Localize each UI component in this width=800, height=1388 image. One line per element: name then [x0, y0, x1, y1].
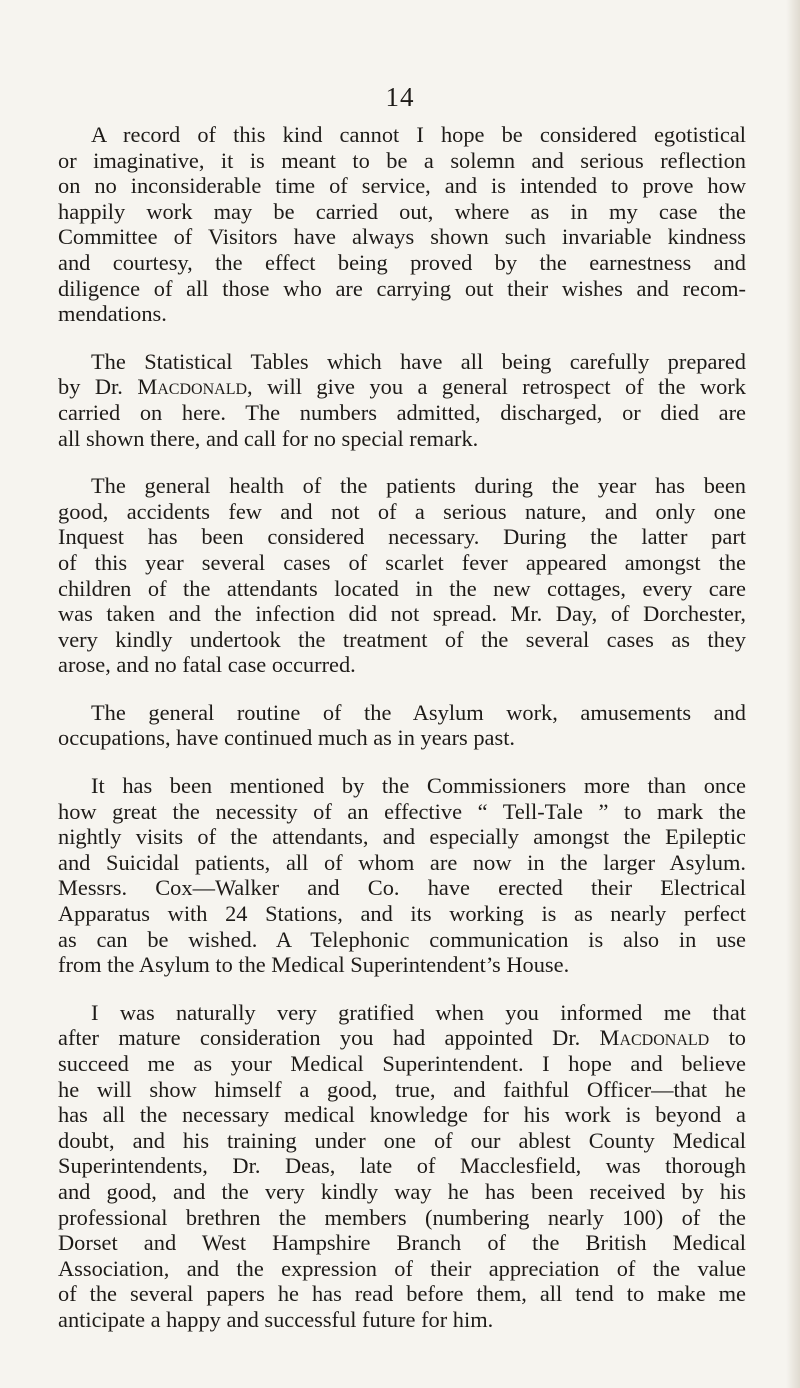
text-line: professional brethren the members (numbering nearly 100) of the	[58, 1204, 746, 1230]
text-line: carried on here. The numbers admitted, discharged, or died are	[58, 399, 746, 425]
name-small-caps: Macdonald	[599, 1025, 710, 1051]
text-line: good, accidents few and not of a serious nature, and only one	[58, 498, 746, 524]
text-line: how great the necessity of an effective “ Tell-Tale ” to mark the	[58, 798, 746, 824]
text-line: happily work may be carried out, where as in my case the	[58, 198, 746, 224]
text-line: Dorset and West Hampshire Branch of the British Medical	[58, 1230, 746, 1256]
text-line: The Statistical Tables which have all being carefully prepared	[91, 348, 746, 374]
text-line: Inquest has been considered necessary. During the latter part	[58, 524, 746, 550]
body-text	[58, 122, 746, 1333]
text-line: all shown there, and call for no special remark.	[58, 425, 479, 451]
text-line: by Dr. Macdonald, will give you a general retrospect of the work	[58, 374, 747, 400]
name-small-caps: Macdonald	[137, 374, 248, 400]
text-line: nightly visits of the attendants, and especially amongst the Epileptic	[58, 824, 746, 850]
text-line: very kindly undertook the treatment of the several cases as they	[58, 626, 746, 652]
text-line: diligence of all those who are carrying out their wishes and recom-	[58, 275, 746, 301]
paragraph-6	[58, 1000, 746, 1333]
text-line: occupations, have continued much as in years past.	[58, 725, 516, 751]
text-line: has all the necessary medical knowledge for his work is beyond a	[58, 1102, 746, 1128]
text-line: The general health of the patients during the year has been	[91, 473, 746, 499]
text-line: The general routine of the Asylum work, amusements and	[91, 699, 746, 725]
text-line: or imaginative, it is meant to be a solemn and serious reflection	[58, 147, 746, 173]
text-line: Committee of Visitors have always shown such invariable kindness	[58, 224, 746, 250]
text-line: mendations.	[58, 301, 167, 327]
text-line: Messrs. Cox—Walker and Co. have erected their Electrical	[58, 875, 746, 901]
text-line: anticipate a happy and successful future for him.	[58, 1306, 494, 1332]
text-line: It has been mentioned by the Commissioners more than once	[91, 773, 746, 799]
text-line: and Suicidal patients, all of whom are now in the larger Asylum.	[58, 849, 746, 875]
text-line: doubt, and his training under one of our ablest County Medical	[58, 1127, 746, 1153]
text-line: children of the attendants located in the new cottages, every care	[58, 575, 746, 601]
text-line: he will show himself a good, true, and faithful Officer—that he	[58, 1076, 746, 1102]
page-edge-shadow	[786, 0, 800, 1388]
text-line: Association, and the expression of their appreciation of the value	[58, 1255, 746, 1281]
paragraph-4	[58, 700, 746, 751]
paragraph-1	[58, 122, 746, 327]
text-line: A record of this kind cannot I hope be considered egotistical	[91, 122, 746, 147]
text-line: of this year several cases of scarlet fever appeared amongst the	[58, 549, 746, 575]
text-line: and good, and the very kindly way he has been received by his	[58, 1178, 746, 1204]
text-line: from the Asylum to the Medical Superintendent’s House.	[58, 952, 570, 978]
text-line: of the several papers he has read before them, all tend to make me	[58, 1281, 746, 1307]
text-line: and courtesy, the effect being proved by the earnestness and	[58, 249, 746, 275]
page-number: 14	[385, 82, 415, 112]
text-line: on no inconsiderable time of service, and is intended to prove how	[58, 173, 746, 199]
text-line: Superintendents, Dr. Deas, late of Macclesfield, was thorough	[58, 1153, 746, 1179]
text-line: Apparatus with 24 Stations, and its working is as nearly perfect	[58, 901, 746, 927]
text-line: was taken and the infection did not spread. Mr. Day, of Dorchester,	[58, 601, 746, 627]
paragraph-2	[58, 349, 746, 451]
text-line: succeed me as your Medical Superintendent. I hope and believe	[58, 1051, 746, 1076]
text-line: arose, and no fatal case occurred.	[58, 652, 356, 678]
paragraph-3	[58, 473, 746, 678]
text-line: after mature consideration you had appointed Dr. Macdonald to	[58, 1025, 746, 1051]
paragraph-5	[58, 773, 746, 978]
text-line: as can be wished. A Telephonic communication is also in use	[58, 926, 746, 952]
text-line: I was naturally very gratified when you informed me that	[91, 999, 746, 1025]
